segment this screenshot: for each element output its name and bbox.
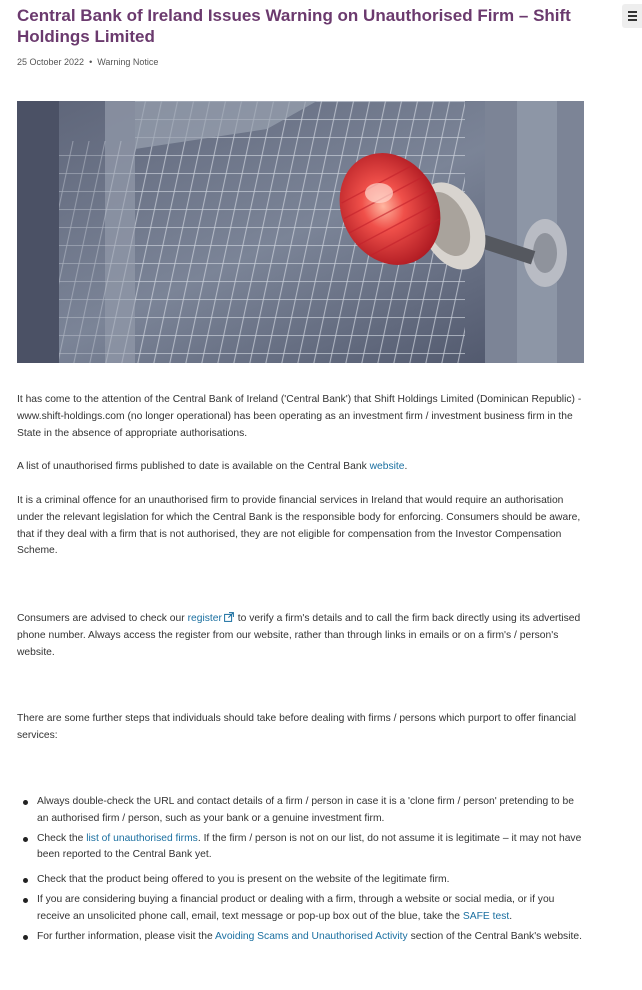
- criminal-offence-paragraph: It is a criminal offence for an unauthorised firm to provide financial services in Ireland that would require an authorisation under the relevant legislation for which the Central Bank is the responsible body for enforcing. Consumers should be aware, that if they deal with a firm that is not authorised, they are not eligible for compensation from the Investor Compensation Scheme.: [17, 495, 581, 557]
- article-category: Warning Notice: [97, 57, 159, 67]
- avoiding-scams-link[interactable]: Avoiding Scams and Unauthorised Activity: [215, 930, 408, 942]
- page-title: Central Bank of Ireland Issues Warning on Unauthorised Firm – Shift Holdings Limited: [17, 6, 571, 46]
- hero-image: [17, 101, 584, 363]
- bullet-icon: [23, 898, 28, 903]
- article-meta: [17, 57, 158, 67]
- website-link[interactable]: website: [369, 461, 405, 472]
- menu-button[interactable]: [622, 4, 642, 28]
- meta-separator: •: [89, 57, 93, 67]
- bullet-icon: [23, 878, 28, 883]
- further-steps-paragraph: There are some further steps that individuals should take before dealing with firms / persons which purport to offer financial services:: [17, 713, 576, 741]
- safe-test-link[interactable]: SAFE test: [462, 910, 510, 922]
- unauthorised-firms-list-link[interactable]: list of unauthorised firms: [86, 832, 198, 844]
- list-item: If you are considering buying a financial product or dealing with a firm, through a website or social media, or if you receive an unsolicited phone call, email, text message or pop-up box out of the blue, take the SAFE test.: [17, 892, 585, 926]
- list-item: Check the list of unauthorised firms. If the firm / person is not on our list, do not assume it is legitimate – it may not have been reported to the Central Bank yet.: [17, 831, 585, 865]
- article-date: 25 October 2022: [17, 57, 85, 67]
- bullet-icon: [23, 935, 28, 940]
- unauthorised-list-paragraph: A list of unauthorised firms published to date is available on the Central Bank website.: [17, 461, 408, 472]
- bullet-icon: [23, 800, 28, 805]
- register-link[interactable]: register: [188, 613, 235, 624]
- hamburger-menu-icon: [628, 11, 637, 13]
- external-link-icon: [224, 612, 234, 622]
- intro-paragraph: It has come to the attention of the Central Bank of Ireland ('Central Bank') that Shift Holdings Limited (Dominican Republic) - www.shift-holdings.com (no longer operational) has been operating as an investment firm / investment business firm in the State in the absence of appropriate authorisations.: [17, 394, 582, 439]
- list-item: For further information, please visit the Avoiding Scams and Unauthorised Activity section of the Central Bank's website.: [17, 929, 585, 946]
- register-paragraph: Consumers are advised to check our register to verify a firm's details and to call the firm back directly using its advertised phone number. Always access the register from our website, rather than through links in emails or on a firm's / person's website.: [17, 613, 581, 658]
- list-item: Always double-check the URL and contact details of a firm / person in case it is a 'clone firm / person' pretending to be an authorised firm / person, such as your bank or a genuine investment firm.: [17, 794, 585, 828]
- list-item: Check that the product being offered to you is present on the website of the legitimate firm.: [17, 872, 585, 889]
- advice-list: [17, 794, 585, 945]
- bullet-icon: [23, 837, 28, 842]
